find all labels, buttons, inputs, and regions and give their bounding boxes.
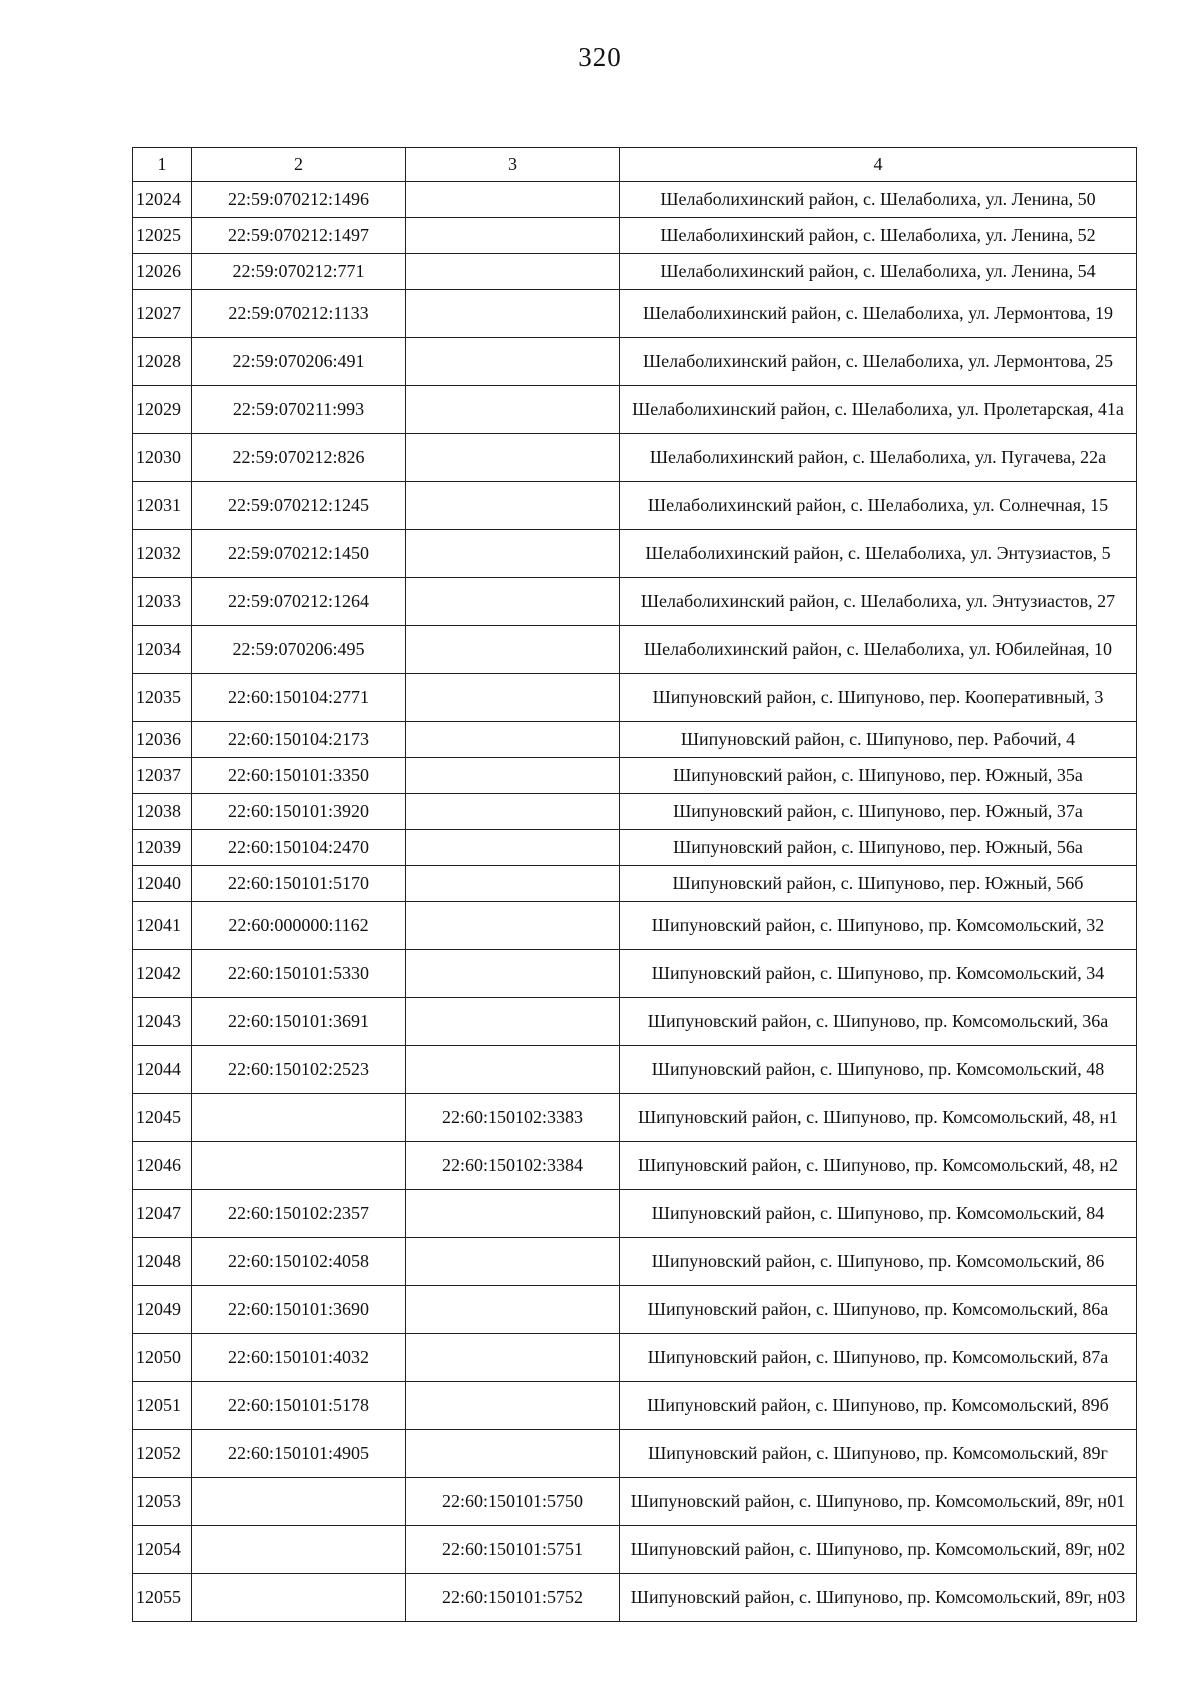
address-cell: Шипуновский район, с. Шипуново, пр. Комсомольский, 84	[620, 1190, 1137, 1238]
column-header-1: 1	[133, 148, 192, 182]
object-cadastral-number-cell: 22:60:150101:5752	[406, 1574, 620, 1622]
address-cell: Шипуновский район, с. Шипуново, пр. Комсомольский, 34	[620, 950, 1137, 998]
row-number-cell: 12054	[133, 1526, 192, 1574]
address-cell: Шипуновский район, с. Шипуново, пр. Комсомольский, 86	[620, 1238, 1137, 1286]
object-cadastral-number-cell	[406, 1286, 620, 1334]
object-cadastral-number-cell: 22:60:150101:5750	[406, 1478, 620, 1526]
table-row	[133, 578, 1137, 626]
row-number-cell: 12024	[133, 182, 192, 218]
row-number-cell: 12047	[133, 1190, 192, 1238]
address-cell: Шелаболихинский район, с. Шелаболиха, ул. Ленина, 54	[620, 254, 1137, 290]
address-cell: Шипуновский район, с. Шипуново, пр. Комсомольский, 48, н2	[620, 1142, 1137, 1190]
page-number: 320	[578, 42, 622, 72]
row-number-cell: 12048	[133, 1238, 192, 1286]
row-number-cell: 12034	[133, 626, 192, 674]
address-cell: Шипуновский район, с. Шипуново, пр. Комсомольский, 87а	[620, 1334, 1137, 1382]
row-number-cell: 12037	[133, 758, 192, 794]
table-row	[133, 1430, 1137, 1478]
cadastral-number-cell: 22:59:070212:1133	[192, 290, 406, 338]
address-cell: Шелаболихинский район, с. Шелаболиха, ул. Ленина, 52	[620, 218, 1137, 254]
table-row	[133, 1526, 1137, 1574]
cadastral-number-cell: 22:59:070211:993	[192, 386, 406, 434]
table-row	[133, 1238, 1137, 1286]
cadastral-number-cell: 22:60:150104:2771	[192, 674, 406, 722]
cadastral-number-cell	[192, 1094, 406, 1142]
row-number-cell: 12036	[133, 722, 192, 758]
row-number-cell: 12028	[133, 338, 192, 386]
object-cadastral-number-cell	[406, 794, 620, 830]
table-row	[133, 722, 1137, 758]
registry-table	[132, 147, 1137, 1622]
column-header-2: 2	[192, 148, 406, 182]
address-cell: Шипуновский район, с. Шипуново, пр. Комсомольский, 32	[620, 902, 1137, 950]
table-row	[133, 530, 1137, 578]
table-body	[133, 182, 1137, 1622]
cadastral-number-cell: 22:60:150102:2523	[192, 1046, 406, 1094]
address-cell: Шипуновский район, с. Шипуново, пер. Южный, 37а	[620, 794, 1137, 830]
cadastral-number-cell	[192, 1574, 406, 1622]
address-cell: Шипуновский район, с. Шипуново, пер. Рабочий, 4	[620, 722, 1137, 758]
row-number-cell: 12032	[133, 530, 192, 578]
column-header-3: 3	[406, 148, 620, 182]
table-row	[133, 290, 1137, 338]
address-cell: Шипуновский район, с. Шипуново, пр. Комсомольский, 48	[620, 1046, 1137, 1094]
object-cadastral-number-cell	[406, 1190, 620, 1238]
row-number-cell: 12055	[133, 1574, 192, 1622]
cadastral-number-cell: 22:59:070212:826	[192, 434, 406, 482]
cadastral-number-cell	[192, 1142, 406, 1190]
table-row	[133, 482, 1137, 530]
address-cell: Шелаболихинский район, с. Шелаболиха, ул. Пугачева, 22а	[620, 434, 1137, 482]
table-row	[133, 434, 1137, 482]
table-row	[133, 1574, 1137, 1622]
object-cadastral-number-cell: 22:60:150101:5751	[406, 1526, 620, 1574]
object-cadastral-number-cell	[406, 1046, 620, 1094]
object-cadastral-number-cell	[406, 578, 620, 626]
address-cell: Шипуновский район, с. Шипуново, пр. Комсомольский, 89г, н02	[620, 1526, 1137, 1574]
table-row	[133, 866, 1137, 902]
row-number-cell: 12046	[133, 1142, 192, 1190]
object-cadastral-number-cell	[406, 998, 620, 1046]
row-number-cell: 12026	[133, 254, 192, 290]
cadastral-number-cell: 22:59:070212:1245	[192, 482, 406, 530]
address-cell: Шелаболихинский район, с. Шелаболиха, ул. Энтузиастов, 27	[620, 578, 1137, 626]
row-number-cell: 12053	[133, 1478, 192, 1526]
row-number-cell: 12039	[133, 830, 192, 866]
table-row	[133, 830, 1137, 866]
table-row	[133, 794, 1137, 830]
table-row	[133, 1286, 1137, 1334]
object-cadastral-number-cell	[406, 254, 620, 290]
row-number-cell: 12035	[133, 674, 192, 722]
address-cell: Шипуновский район, с. Шипуново, пр. Комсомольский, 89г, н03	[620, 1574, 1137, 1622]
table-row	[133, 338, 1137, 386]
object-cadastral-number-cell	[406, 530, 620, 578]
row-number-cell: 12045	[133, 1094, 192, 1142]
address-cell: Шелаболихинский район, с. Шелаболиха, ул. Ленина, 50	[620, 182, 1137, 218]
object-cadastral-number-cell	[406, 386, 620, 434]
cadastral-number-cell: 22:60:150104:2470	[192, 830, 406, 866]
row-number-cell: 12025	[133, 218, 192, 254]
address-cell: Шипуновский район, с. Шипуново, пр. Комсомольский, 89б	[620, 1382, 1137, 1430]
address-cell: Шипуновский район, с. Шипуново, пер. Южный, 56б	[620, 866, 1137, 902]
address-cell: Шелаболихинский район, с. Шелаболиха, ул. Солнечная, 15	[620, 482, 1137, 530]
row-number-cell: 12027	[133, 290, 192, 338]
address-cell: Шипуновский район, с. Шипуново, пр. Комсомольский, 89г	[620, 1430, 1137, 1478]
cadastral-number-cell: 22:60:150101:3350	[192, 758, 406, 794]
object-cadastral-number-cell	[406, 902, 620, 950]
table-row	[133, 1094, 1137, 1142]
table-row	[133, 1142, 1137, 1190]
table-row	[133, 902, 1137, 950]
table-row	[133, 674, 1137, 722]
object-cadastral-number-cell: 22:60:150102:3384	[406, 1142, 620, 1190]
cadastral-number-cell	[192, 1478, 406, 1526]
object-cadastral-number-cell	[406, 1382, 620, 1430]
object-cadastral-number-cell	[406, 1334, 620, 1382]
object-cadastral-number-cell	[406, 674, 620, 722]
table-row	[133, 386, 1137, 434]
address-cell: Шипуновский район, с. Шипуново, пр. Комсомольский, 48, н1	[620, 1094, 1137, 1142]
cadastral-number-cell: 22:60:150102:4058	[192, 1238, 406, 1286]
table-row	[133, 758, 1137, 794]
object-cadastral-number-cell	[406, 1430, 620, 1478]
address-cell: Шипуновский район, с. Шипуново, пр. Комсомольский, 86а	[620, 1286, 1137, 1334]
cadastral-number-cell: 22:60:150102:2357	[192, 1190, 406, 1238]
row-number-cell: 12044	[133, 1046, 192, 1094]
table-header-row	[133, 148, 1137, 182]
cadastral-number-cell: 22:60:150101:3690	[192, 1286, 406, 1334]
object-cadastral-number-cell	[406, 290, 620, 338]
object-cadastral-number-cell	[406, 1238, 620, 1286]
object-cadastral-number-cell	[406, 482, 620, 530]
object-cadastral-number-cell	[406, 722, 620, 758]
cadastral-number-cell: 22:59:070212:1497	[192, 218, 406, 254]
cadastral-number-cell: 22:60:150101:3691	[192, 998, 406, 1046]
cadastral-number-cell	[192, 1526, 406, 1574]
address-cell: Шипуновский район, с. Шипуново, пер. Южный, 35а	[620, 758, 1137, 794]
address-cell: Шелаболихинский район, с. Шелаболиха, ул. Юбилейная, 10	[620, 626, 1137, 674]
object-cadastral-number-cell	[406, 950, 620, 998]
row-number-cell: 12043	[133, 998, 192, 1046]
table-row	[133, 998, 1137, 1046]
row-number-cell: 12052	[133, 1430, 192, 1478]
table-row	[133, 626, 1137, 674]
address-cell: Шипуновский район, с. Шипуново, пр. Комсомольский, 36а	[620, 998, 1137, 1046]
table-row	[133, 1478, 1137, 1526]
cadastral-number-cell: 22:60:150101:4032	[192, 1334, 406, 1382]
cadastral-number-cell: 22:59:070212:1496	[192, 182, 406, 218]
object-cadastral-number-cell	[406, 866, 620, 902]
cadastral-number-cell: 22:59:070206:491	[192, 338, 406, 386]
cadastral-number-cell: 22:59:070212:771	[192, 254, 406, 290]
object-cadastral-number-cell	[406, 830, 620, 866]
cadastral-number-cell: 22:60:150101:5178	[192, 1382, 406, 1430]
address-cell: Шелаболихинский район, с. Шелаболиха, ул. Пролетарская, 41а	[620, 386, 1137, 434]
row-number-cell: 12051	[133, 1382, 192, 1430]
table-row	[133, 950, 1137, 998]
row-number-cell: 12029	[133, 386, 192, 434]
object-cadastral-number-cell	[406, 434, 620, 482]
cadastral-number-cell: 22:60:150104:2173	[192, 722, 406, 758]
table-row	[133, 1190, 1137, 1238]
object-cadastral-number-cell	[406, 218, 620, 254]
row-number-cell: 12049	[133, 1286, 192, 1334]
row-number-cell: 12050	[133, 1334, 192, 1382]
row-number-cell: 12030	[133, 434, 192, 482]
cadastral-number-cell: 22:60:000000:1162	[192, 902, 406, 950]
column-header-4: 4	[620, 148, 1137, 182]
row-number-cell: 12031	[133, 482, 192, 530]
object-cadastral-number-cell	[406, 338, 620, 386]
address-cell: Шипуновский район, с. Шипуново, пер. Кооперативный, 3	[620, 674, 1137, 722]
table-row	[133, 182, 1137, 218]
cadastral-number-cell: 22:60:150101:4905	[192, 1430, 406, 1478]
table-row	[133, 1382, 1137, 1430]
row-number-cell: 12033	[133, 578, 192, 626]
address-cell: Шипуновский район, с. Шипуново, пер. Южный, 56а	[620, 830, 1137, 866]
row-number-cell: 12040	[133, 866, 192, 902]
table-row	[133, 218, 1137, 254]
cadastral-number-cell: 22:60:150101:5330	[192, 950, 406, 998]
object-cadastral-number-cell	[406, 758, 620, 794]
address-cell: Шелаболихинский район, с. Шелаболиха, ул. Лермонтова, 19	[620, 290, 1137, 338]
address-cell: Шелаболихинский район, с. Шелаболиха, ул. Энтузиастов, 5	[620, 530, 1137, 578]
cadastral-number-cell: 22:59:070212:1264	[192, 578, 406, 626]
table-row	[133, 254, 1137, 290]
table-row	[133, 1334, 1137, 1382]
cadastral-number-cell: 22:59:070206:495	[192, 626, 406, 674]
cadastral-number-cell: 22:60:150101:5170	[192, 866, 406, 902]
address-cell: Шипуновский район, с. Шипуново, пр. Комсомольский, 89г, н01	[620, 1478, 1137, 1526]
row-number-cell: 12038	[133, 794, 192, 830]
object-cadastral-number-cell: 22:60:150102:3383	[406, 1094, 620, 1142]
object-cadastral-number-cell	[406, 626, 620, 674]
address-cell: Шелаболихинский район, с. Шелаболиха, ул. Лермонтова, 25	[620, 338, 1137, 386]
row-number-cell: 12041	[133, 902, 192, 950]
cadastral-number-cell: 22:60:150101:3920	[192, 794, 406, 830]
cadastral-number-cell: 22:59:070212:1450	[192, 530, 406, 578]
table-row	[133, 1046, 1137, 1094]
row-number-cell: 12042	[133, 950, 192, 998]
object-cadastral-number-cell	[406, 182, 620, 218]
